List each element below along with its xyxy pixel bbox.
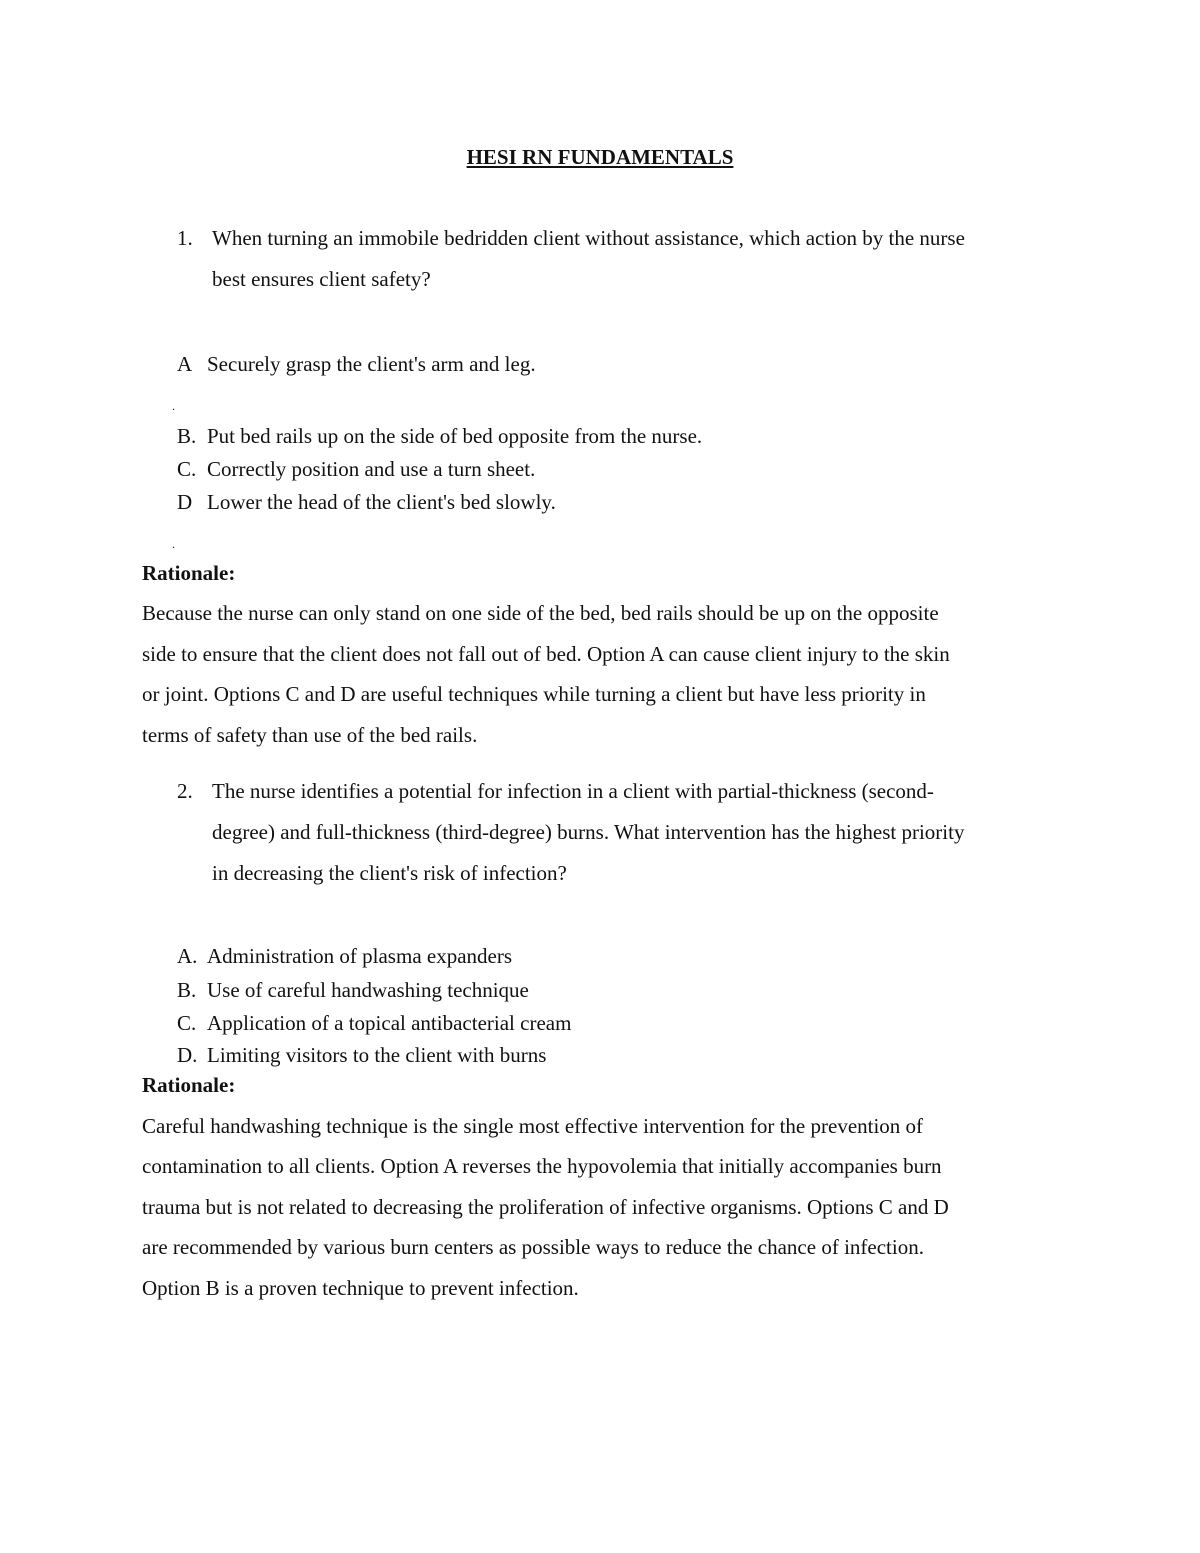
- question-1-option-c: [177, 456, 535, 482]
- question-2-rationale-line: trauma but is not related to decreasing the proliferation of infective organisms. Options C and D: [142, 1195, 949, 1219]
- question-1-rationale-line: Because the nurse can only stand on one side of the bed, bed rails should be up on the opposite: [142, 601, 939, 625]
- option-text: Correctly position and use a turn sheet.: [207, 457, 536, 481]
- option-text: Limiting visitors to the client with burns: [207, 1043, 547, 1067]
- option-letter: A.: [177, 944, 198, 968]
- option-letter: B.: [177, 978, 197, 1002]
- question-2-option-a: [177, 943, 512, 969]
- question-2-option-b: [177, 977, 529, 1003]
- option-text: Application of a topical antibacterial cream: [207, 1011, 572, 1035]
- question-1-option-d: [177, 489, 556, 515]
- question-1-text-line: When turning an immobile bedridden client without assistance, which action by the nurse: [212, 226, 965, 250]
- stray-dot: .: [172, 399, 175, 413]
- page-title: HESI RN FUNDAMENTALS: [466, 145, 734, 169]
- question-2-rationale-line: are recommended by various burn centers as possible ways to reduce the chance of infection.: [142, 1235, 924, 1259]
- question-2-rationale-heading: Rationale:: [142, 1073, 236, 1097]
- option-letter: D.: [177, 1043, 198, 1067]
- question-1-rationale-line: or joint. Options C and D are useful techniques while turning a client but have less priority in: [142, 682, 926, 706]
- question-1-number: 1.: [177, 226, 193, 250]
- question-2-option-d: [177, 1042, 546, 1068]
- option-text: Securely grasp the client's arm and leg.: [207, 352, 536, 376]
- question-2-rationale-line: Careful handwashing technique is the single most effective intervention for the prevention of: [142, 1114, 924, 1138]
- question-1-rationale-heading: Rationale:: [142, 561, 236, 585]
- option-letter: B.: [177, 424, 197, 448]
- question-2-rationale-line: Option B is a proven technique to prevent infection.: [142, 1276, 579, 1300]
- option-text: Administration of plasma expanders: [207, 944, 513, 968]
- question-2-number: 2.: [177, 779, 193, 803]
- question-2-text-line: The nurse identifies a potential for infection in a client with partial-thickness (second-: [212, 779, 934, 803]
- question-1-rationale-line: terms of safety than use of the bed rails.: [142, 723, 478, 747]
- question-2-text-line: degree) and full-thickness (third-degree) burns. What intervention has the highest priority: [212, 820, 965, 844]
- option-text: Use of careful handwashing technique: [207, 978, 529, 1002]
- question-1-option-a: [177, 351, 536, 377]
- question-2-option-c: [177, 1010, 571, 1036]
- option-text: Lower the head of the client's bed slowly.: [207, 490, 556, 514]
- question-1-option-b: [177, 423, 702, 449]
- question-2-text-line: in decreasing the client's risk of infection?: [212, 861, 567, 885]
- option-letter: A: [177, 352, 193, 376]
- question-1-text-line: best ensures client safety?: [212, 267, 431, 291]
- option-letter: C.: [177, 457, 197, 481]
- question-1-rationale-line: side to ensure that the client does not fall out of bed. Option A can cause client injury to the skin: [142, 642, 950, 666]
- stray-dot: .: [172, 537, 175, 551]
- option-text: Put bed rails up on the side of bed opposite from the nurse.: [207, 424, 703, 448]
- option-letter: D: [177, 490, 193, 514]
- question-2-rationale-line: contamination to all clients. Option A reverses the hypovolemia that initially accompanies burn: [142, 1154, 942, 1178]
- option-letter: C.: [177, 1011, 197, 1035]
